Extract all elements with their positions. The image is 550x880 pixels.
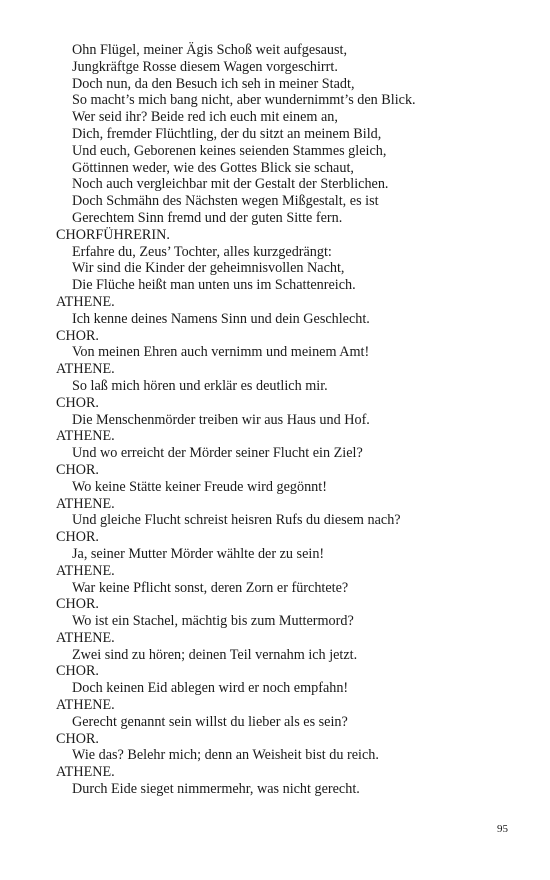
speaker-name: ATHENE. xyxy=(56,428,115,445)
verse-line: Die Flüche heißt man unten uns im Schattenreich. xyxy=(72,277,356,294)
verse-line: Gerecht genannt sein willst du lieber als es sein? xyxy=(72,713,348,730)
verse-line: Doch keinen Eid ablegen wird er noch empfahn! xyxy=(72,680,349,697)
verse-line: Wie das? Belehr mich; denn an Weisheit bist du reich. xyxy=(72,747,379,764)
verse-line: Durch Eide sieget nimmermehr, was nicht gerecht. xyxy=(72,781,360,798)
speaker-name: ATHENE. xyxy=(56,293,115,310)
speaker-name: ATHENE. xyxy=(56,495,115,512)
speaker-name: ATHENE. xyxy=(56,764,115,781)
speaker-name: CHOR. xyxy=(56,730,99,747)
verse-line: So laß mich hören und erklär es deutlich mir. xyxy=(72,377,328,394)
speaker-name: CHORFÜHRERIN. xyxy=(56,226,170,243)
verse-line: Erfahre du, Zeus’ Tochter, alles kurzgedrängt: xyxy=(72,243,332,260)
verse-line: Von meinen Ehren auch vernimm und meinem Amt! xyxy=(72,344,370,361)
verse-line: So macht’s mich bang nicht, aber wundernimmt’s den Blick. xyxy=(72,92,416,109)
verse-line: Die Menschenmörder treiben wir aus Haus und Hof. xyxy=(72,411,370,428)
verse-line: Ja, seiner Mutter Mörder wählte der zu sein! xyxy=(72,545,325,562)
verse-line: Ich kenne deines Namens Sinn und dein Geschlecht. xyxy=(72,310,370,327)
verse-line: Wo keine Stätte keiner Freude wird gegönnt! xyxy=(72,478,327,495)
text-block xyxy=(56,42,526,798)
verse-line: Ohn Flügel, meiner Ägis Schoß weit aufgesaust, xyxy=(72,42,348,58)
speaker-name: ATHENE. xyxy=(56,562,115,579)
speaker-name: CHOR. xyxy=(56,461,99,478)
verse-line: Wir sind die Kinder der geheimnisvollen Nacht, xyxy=(72,260,345,277)
verse-line: Doch nun, da den Besuch ich seh in meiner Stadt, xyxy=(72,75,355,92)
verse-line: Wo ist ein Stachel, mächtig bis zum Muttermord? xyxy=(72,613,354,630)
verse-line: Gerechtem Sinn fremd und der guten Sitte fern. xyxy=(72,209,343,226)
speaker-name: CHOR. xyxy=(56,529,99,546)
speaker-name: ATHENE. xyxy=(56,361,115,378)
verse-line: Und euch, Geborenen keines seienden Stammes gleich, xyxy=(72,142,387,159)
verse-line: Zwei sind zu hören; deinen Teil vernahm ich jetzt. xyxy=(72,646,358,663)
verse-line: War keine Pflicht sonst, deren Zorn er fürchtete? xyxy=(72,579,349,596)
verse-line: Noch auch vergleichbar mit der Gestalt der Sterblichen. xyxy=(72,176,389,193)
speaker-name: ATHENE. xyxy=(56,697,115,714)
speaker-name: ATHENE. xyxy=(56,629,115,646)
verse-line: Dich, fremder Flüchtling, der du sitzt an meinem Bild, xyxy=(72,125,382,142)
speaker-name: CHOR. xyxy=(56,327,99,344)
verse-line: Und gleiche Flucht schreist heisren Rufs du diesem nach? xyxy=(72,512,401,529)
verse-line: Doch Schmähn des Nächsten wegen Mißgestalt, es ist xyxy=(72,193,379,210)
verse-line: Göttinnen weder, wie des Gottes Blick sie schaut, xyxy=(72,159,354,176)
speaker-name: CHOR. xyxy=(56,663,99,680)
verse-line: Und wo erreicht der Mörder seiner Flucht ein Ziel? xyxy=(72,445,363,462)
speaker-name: CHOR. xyxy=(56,596,99,613)
page-number: 95 xyxy=(497,823,508,835)
verse-line: Wer seid ihr? Beide red ich euch mit einem an, xyxy=(72,109,338,126)
speaker-name: CHOR. xyxy=(56,394,99,411)
verse-line: Jungkräftge Rosse diesem Wagen vorgeschirrt. xyxy=(72,58,338,75)
